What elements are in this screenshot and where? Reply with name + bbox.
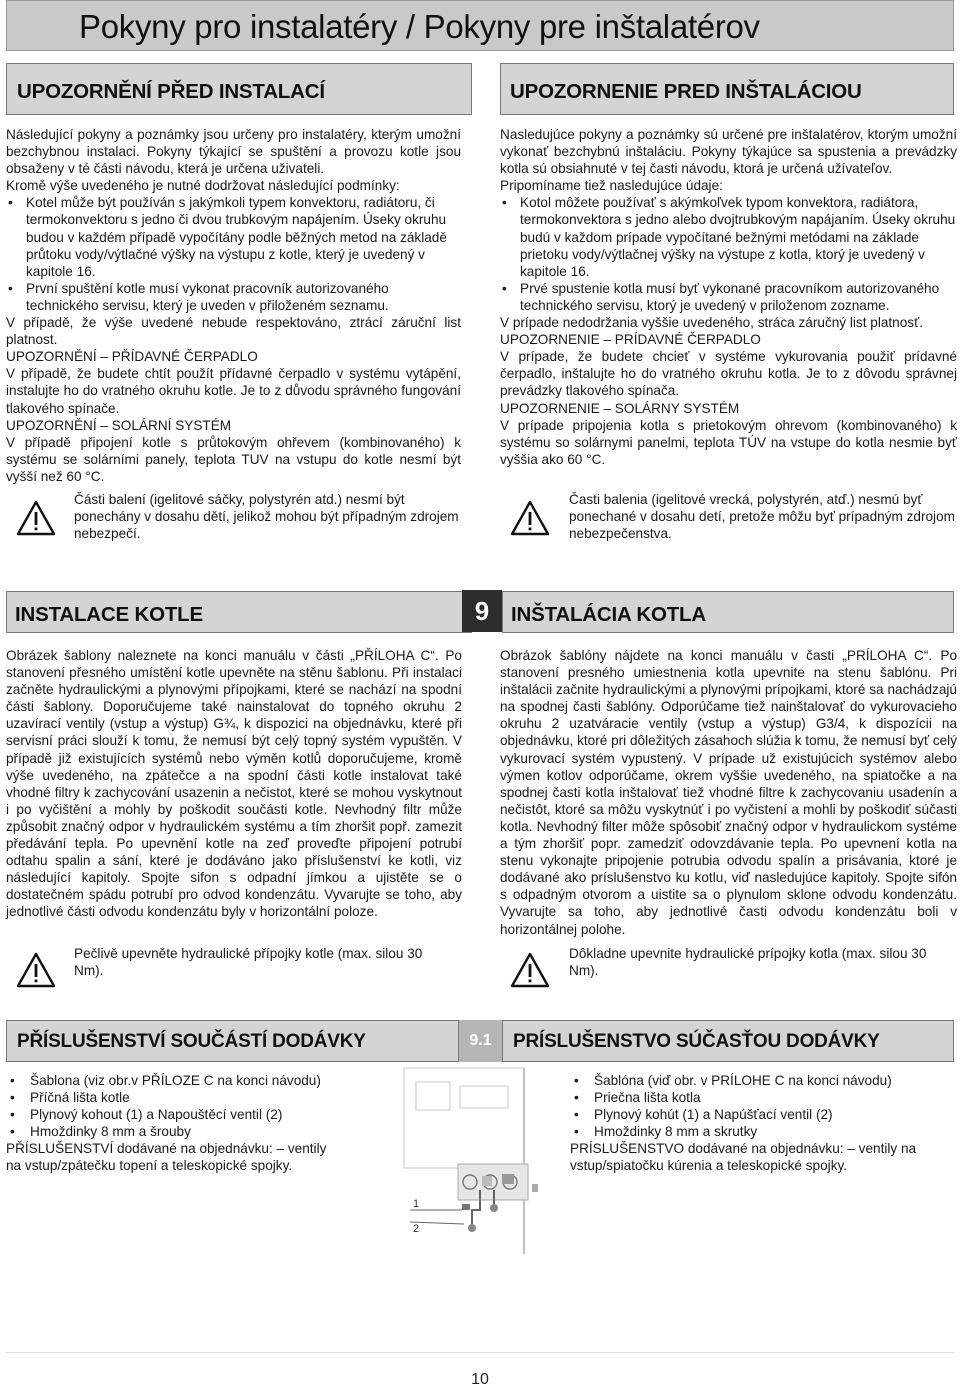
paragraph: Nasledujúce pokyny a poznámky sú určené pre inštalatérov, ktorým umožní vykonať bezchybnú inštaláciu. Pokyny týkajúce sa spustenia a prevádzky kotla sú obsiahnuté v tej časti návodu, ktorá je určená užívateľov. (500, 127, 957, 177)
list-item: • Plynový kohout (1) a Napouštěcí ventil (2) (10, 1107, 283, 1123)
list-item: • Hmoždinky 8 mm a skrutky (574, 1124, 758, 1140)
installation-text-sk: Obrázok šablóny nájdete na konci manuálu v časti „PRÍLOHA C“. Po stanovení presného umiestnenia kotla upevnite na stenu šablónu. Pri inštalácii začnite hydraulickými a plynovými prípojkami, ktoré sa nachádzajú na spodnej časti šablóny. Odporúčame tiež nainštalovať do vykurovacieho okruhu 2 uzatváracie ventily (vstup a výstup) G3/4, k dispozícii na objednávku, ktoré pri dôležitých zásahoch slúžia k tomu, že nemusí byť celý vykurovací systém vypustený. V prípade už existujúcich systémov alebo výmen kotlov odporúčame, okrem vyššie uvedeného, na spiatočke a na spodnej časti kotla inštalovať tiež vhodné filtre k zachycovaniu usadenín a nečistôt, ktoré sa môžu vyskytnúť i po vyčistení a mohli by poškodiť súčasti kotla. Nevhodný filter môže spôsobiť značný odpor v hydraulickom systéme a tým zhoršiť popr. zamedziť odovzdávanie tepla. Po upevnení kotla na stenu vykonajte pripojenie potrubia odvodu spalín a prisávania, ktoré je dodávané ako príslušenstvo ku kotlu, viď nasledujúce kapitoly. Spojte sifón s odpadným otvorom a uistite sa o plynulom sklone odvodu kondenzátu. Vyvarujte sa toho, aby jednotlivé časti odvodu kondenzátu boli v horizontálnej polohe. (500, 648, 957, 937)
section-heading-left (6, 591, 472, 633)
paragraph: V prípade nedodržania vyššie uvedeného, stráca záručný list platnosť. (500, 315, 923, 331)
section-title-sk: INŠTALÁCIA KOTLA (511, 603, 706, 626)
section-title-cz: UPOZORNĚNÍ PŘED INSTALACÍ (17, 80, 325, 103)
warning-icon (16, 952, 56, 988)
warning-icon (16, 500, 56, 536)
warning-note: Části balení (igelitové sáčky, polystyrén atd.) nesmí být ponechány v dosahu dětí, jelikož mohou být případným zdrojem nebezpečí. (74, 492, 459, 542)
warning-icon (510, 500, 550, 536)
chapter-number: 9.1 (459, 1020, 502, 1062)
accessories-list-cz (6, 1072, 342, 1175)
paragraph: V prípade, že budete chcieť v systéme vykurovania použiť prídavné čerpadlo, inštalujte ho do vratného okruhu kotla. Je to z dôvodu správnej prevádzky tlakového spínača. (500, 349, 957, 399)
section-heading-right (502, 1020, 954, 1062)
list-item: • Kotel může být používán s jakýmkoli typem konvektoru, radiátoru, či termokonvektoru s jedno či dvou trubkovým napájením. Úseky okruhu budou v každém případě vypočítány podle běžných metod na základě průtoku vody/výtlačné výšky na výstupu z kotle, který je uvedený v kapitole 16. (8, 195, 447, 279)
paragraph: V případě, že budete chtít použít přídavné čerpadlo v systému vytápění, instalujte ho do vratného okruhu kotle. Je to z důvodu správného fungování tlakového spínače. (6, 366, 461, 416)
paragraph: V případě, že výše uvedené nebude respektováno, ztrácí záruční list platnost. (6, 315, 461, 348)
section-heading-right (500, 63, 954, 115)
section-title-cz: PŘÍSLUŠENSTVÍ SOUČÁSTÍ DODÁVKY (17, 1031, 366, 1052)
figure-label-1: 1 (413, 1198, 420, 1210)
section-heading-left (6, 63, 472, 115)
warning-note: Dôkladne upevnite hydraulické prípojky kotla (max. silou 30 Nm). (569, 946, 927, 979)
subheading: UPOZORNĚNÍ – PŘÍDAVNÉ ČERPADLO (6, 349, 258, 365)
chapter-number: 9 (462, 590, 502, 632)
list-item: • Šablóna (viď obr. v PRÍLOHE C na konci návodu) (574, 1073, 892, 1088)
paragraph: V případě připojení kotle s průtokovým ohřevem (kombinovaného) k systému se solárními panely, teplota TUV na vstupu do kotle nesmí být vyšší než 60 °C. (6, 434, 461, 484)
section-heading-right (502, 591, 954, 633)
subheading: UPOZORNENIE – PRÍDAVNÉ ČERPADLO (500, 332, 761, 348)
list-item: • Kotol môžete používať s akýmkoľvek typom konvektora, radiátora, termokonvektora s jedno alebo dvojtrubkovým napájaním. Úseky okruhu budú v každom prípade vypočítané bežnými metódami na základe prietoku vody/výtlačnej výšky na výstupe z kotla, ktorý je uvedený v kapitole 16. (502, 195, 956, 279)
section-heading-left (6, 1020, 459, 1062)
section-title-sk: PRÍSLUŠENSTVO SÚČASŤOU DODÁVKY (513, 1031, 880, 1052)
footer-divider (6, 1352, 954, 1353)
warning-note: Pečlivě upevněte hydraulické přípojky kotle (max. silou 30 Nm). (74, 946, 423, 979)
warning-icon (510, 952, 550, 988)
paragraph: PRÍSLUŠENSTVO dodávané na objednávku: – ventily na vstup/spiatočku kúrenia a teleskopické spojky. (570, 1141, 917, 1174)
section-title-cz: INSTALACE KOTLE (15, 603, 203, 626)
column-left-warnings (6, 126, 461, 485)
figure-label-2: 2 (413, 1223, 420, 1235)
page-number: 10 (471, 1371, 489, 1388)
subheading: UPOZORNENIE – SOLÁRNY SYSTÉM (500, 400, 740, 416)
page-header (6, 0, 954, 51)
list-item: • Příčná lišta kotle (10, 1090, 130, 1106)
warning-note: Časti balenia (igelitové vrecká, polystyrén, atď.) nesmú byť ponechané v dosahu detí, pretože môžu byť prípadným zdrojom nebezpečenstva. (569, 492, 955, 542)
installation-text-cz: Obrázek šablony naleznete na konci manuálu v části „PŘÍLOHA C“. Po stanovení přesného umístění kotle upevněte na stěnu šablonu. Při instalaci začněte hydraulickými a plynovými přípojkami, které se nachází na spodní části šablony. Doporučujeme také nainstalovat do topného okruhu 2 uzavírací ventily (vstup a výstup) G¾, k dispozici na objednávku, které při servisní práci slouží k tomu, že nemusí být celý topný systém vypuštěn. V případě již existujících systémů nebo výměn kotlů doporučujeme, kromě výše uvedeného, na zpátečce a na spodní části kotle instalovat také vhodné filtry k zachycování usazenin a nečistot, které se mohou vyskytnout i po vyčištění a mohly by poškodit součásti kotle. Nevhodný filtr může způsobit značný odpor v hydraulickém systému a tím zhoršit popř. zamezit předávání tepla. Po upevnění kotle na zeď proveďte připojení potrubí odtahu spalin a sání, které je dodáváno jako příslušenství ke kotli, viz následující kapitoly. Spojte sifon s odpadní jímkou a ujistěte se o dostatečném spádu potrubí pro odvod kondenzátu. Vyvarujte se toho, aby jednotlivé části odvodu kondenzátu byly v horizontální poloze. (6, 648, 462, 920)
paragraph: Pripomíname tiež nasledujúce údaje: (500, 178, 723, 194)
paragraph: Kromě výše uvedeného je nutné dodržovat následující podmínky: (6, 178, 400, 194)
section-title-sk: UPOZORNENIE PRED INŠTALÁCIOU (510, 80, 862, 103)
list-item: • Priečna lišta kotla (574, 1090, 701, 1106)
paragraph: Následující pokyny a poznámky jsou určeny pro instalatéry, kterým umožní bezchybnou instalaci. Pokyny týkající se spuštění a provozu kotle jsou obsaženy v té části návodu, která je určena uživateli. (6, 127, 461, 177)
list-item: • Prvé spustenie kotla musí byť vykonané pracovníkom autorizovaného technického servisu, ktorý je uvedený v priloženom zozname. (502, 280, 940, 313)
page-title: Pokyny pro instalatéry / Pokyny pre inštalatérov (79, 8, 760, 45)
column-right-warnings (500, 126, 957, 468)
list-item: • Plynový kohút (1) a Napúšťací ventil (2) (574, 1107, 833, 1123)
boiler-connection-figure (398, 1064, 552, 1260)
list-item: • Hmoždinky 8 mm a šrouby (10, 1124, 191, 1140)
paragraph: V prípade pripojenia kotla s prietokovým ohrevom (kombinovaného) k systému so solárnymi panelmi, teplota TÚV na vstupe do kotla nesmie byť vyššia ako 60 °C. (500, 417, 957, 467)
subheading: UPOZORNĚNÍ – SOLÁRNÍ SYSTÉM (6, 417, 232, 433)
paragraph: PŘÍSLUŠENSTVÍ dodávané na objednávku: – ventily na vstup/zpátečku topení a teleskopické spojky. (6, 1141, 327, 1174)
accessories-list-sk (570, 1072, 955, 1175)
list-item: • První spuštění kotle musí vykonat pracovník autorizovaného technického servisu, který je uveden v přiloženém seznamu. (8, 280, 389, 313)
list-item: • Šablona (viz obr.v PŘÍLOZE C na konci návodu) (10, 1073, 321, 1088)
